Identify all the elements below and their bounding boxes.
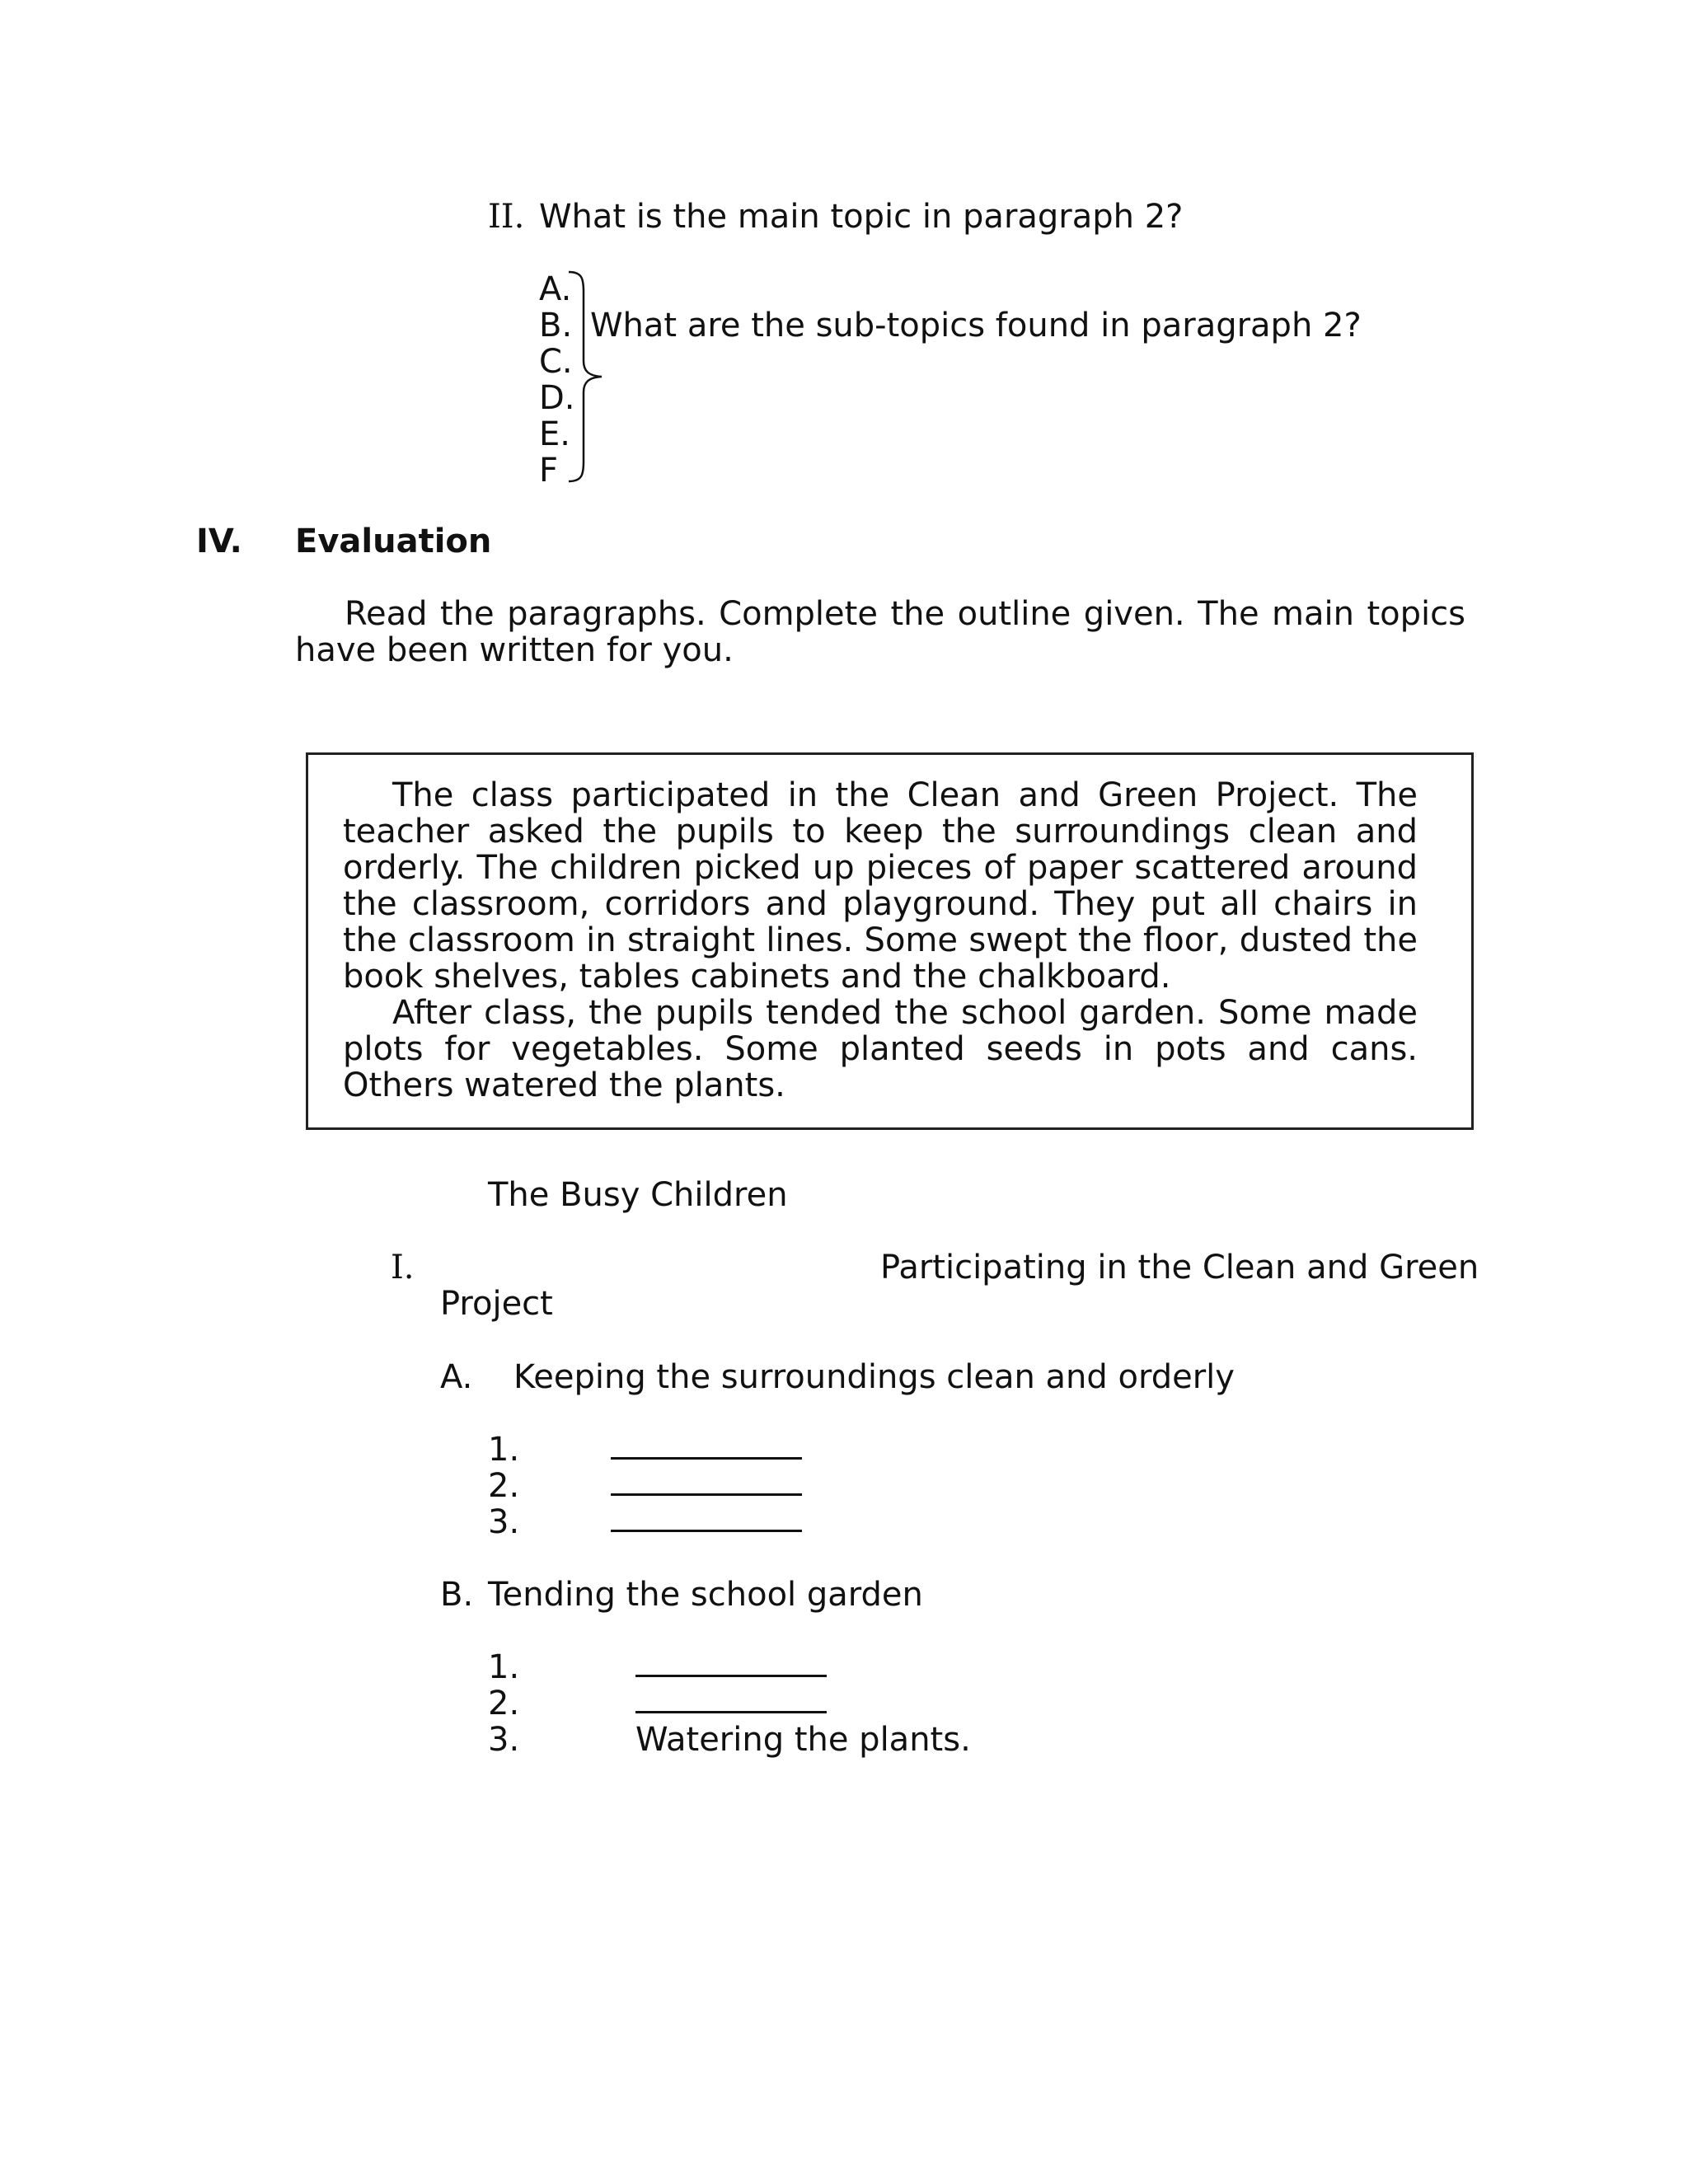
- outline-sub-b-letter: B.: [440, 1576, 474, 1614]
- subtopic-letter: C.: [539, 343, 573, 381]
- outline-answer-text: Watering the plants.: [635, 1721, 971, 1759]
- outline-title: The Busy Children: [488, 1176, 788, 1214]
- section-ii-numeral: II.: [488, 198, 525, 236]
- outline-item-number: 1.: [488, 1648, 520, 1686]
- subtopic-letter: F: [539, 452, 559, 490]
- subtopic-question: What are the sub-topics found in paragraph 2?: [590, 307, 1362, 344]
- answer-blank[interactable]: [611, 1493, 802, 1496]
- answer-blank[interactable]: [611, 1457, 802, 1460]
- outline-item-number: 2.: [488, 1685, 520, 1722]
- answer-blank[interactable]: [611, 1530, 802, 1532]
- curly-brace-icon: [567, 269, 607, 485]
- outline-sub-a-letter: A.: [440, 1358, 473, 1396]
- passage-paragraph-1: The class participated in the Clean and Green Project. The teacher asked the pupils to keep the surroundings clean and orderly. The children picked up pieces of paper scattered around the classroom, corridors and playground. They put all chairs in the classroom in straight lines. Some swept the floor, dusted the book shelves, tables cabinets and the chalkboard.: [343, 776, 1418, 996]
- outline-sub-a-text: Keeping the surroundings clean and orderly: [513, 1358, 1235, 1396]
- outline-main-topic: Participating in the Clean and Green: [880, 1249, 1479, 1286]
- subtopic-letter: B.: [539, 307, 573, 344]
- outline-sub-b-text: Tending the school garden: [488, 1576, 923, 1614]
- subtopic-letter: A.: [539, 270, 572, 308]
- outline-item-number: 3.: [488, 1503, 520, 1541]
- outline-item-number: 3.: [488, 1721, 520, 1759]
- evaluation-numeral: IV.: [196, 523, 242, 560]
- subtopic-letter: E.: [539, 415, 570, 453]
- answer-blank[interactable]: [635, 1675, 827, 1677]
- passage-paragraph-2: After class, the pupils tended the school garden. Some made plots for vegetables. Some planted seeds in pots and cans. Others watered the plants.: [343, 994, 1418, 1104]
- outline-main-numeral: I.: [391, 1249, 415, 1286]
- outline-item-number: 2.: [488, 1467, 520, 1505]
- section-ii-question: What is the main topic in paragraph 2?: [539, 198, 1184, 236]
- outline-main-topic-continued: Project: [440, 1285, 553, 1323]
- outline-item-number: 1.: [488, 1431, 520, 1469]
- answer-blank[interactable]: [635, 1711, 827, 1713]
- evaluation-heading: Evaluation: [295, 523, 492, 560]
- evaluation-instructions: Read the paragraphs. Complete the outline given. The main topics have been written for you.: [295, 595, 1465, 669]
- subtopic-letter: D.: [539, 379, 575, 417]
